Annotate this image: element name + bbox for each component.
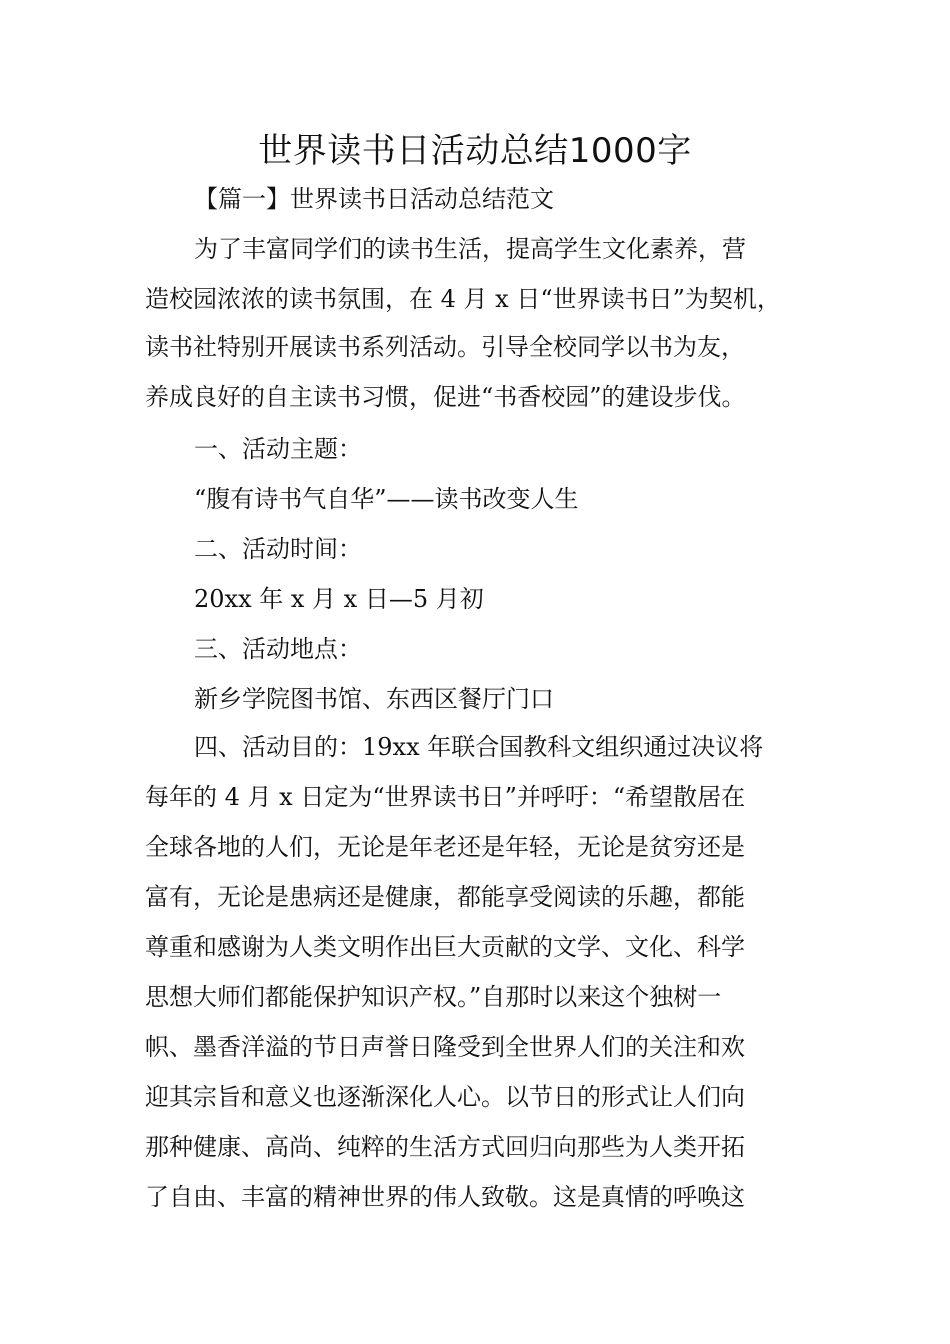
paragraph-line: 20xx 年 x 月 x 日—5 月初 — [194, 585, 484, 613]
paragraph-line: 富有，无论是患病还是健康，都能享受阅读的乐趣，都能 — [145, 883, 745, 911]
paragraph-line: 思想大师们都能保护知识产权。”自那时以来这个独树一 — [145, 983, 722, 1011]
paragraph-line: 造校园浓浓的读书氛围，在 4 月 x 日“世界读书日”为契机， — [145, 285, 781, 313]
paragraph-line: 为了丰富同学们的读书生活，提高学生文化素养，营 — [194, 235, 746, 263]
paragraph-line: 迎其宗旨和意义也逐渐深化人心。以节日的形式让人们向 — [145, 1083, 745, 1111]
paragraph-line: 全球各地的人们，无论是年老还是年轻，无论是贫穷还是 — [145, 833, 745, 861]
document-title: 世界读书日活动总结1000字 — [258, 131, 692, 171]
paragraph-line: 帜、墨香洋溢的节日声誉日隆受到全世界人们的关注和欢 — [145, 1033, 745, 1061]
paragraph-line: 读书社特别开展读书系列活动。引导全校同学以书为友， — [145, 333, 745, 361]
paragraph-line: 新乡学院图书馆、东西区餐厅门口 — [194, 685, 554, 713]
paragraph-line: 那种健康、高尚、纯粹的生活方式回归向那些为人类开拓 — [145, 1133, 745, 1161]
section-heading: 【篇一】世界读书日活动总结范文 — [194, 185, 554, 213]
paragraph-line: 了自由、丰富的精神世界的伟人致敬。这是真情的呼唤这 — [145, 1183, 745, 1211]
paragraph-line: 每年的 4 月 x 日定为“世界读书日”并呼吁：“希望散居在 — [145, 783, 746, 811]
item-heading: 三、活动地点： — [194, 635, 362, 663]
paragraph-line: 养成良好的自主读书习惯，促进“书香校园”的建设步伐。 — [145, 383, 746, 411]
item-heading: 一、活动主题： — [194, 435, 362, 463]
item-heading: 二、活动时间： — [194, 535, 362, 563]
paragraph-line: 尊重和感谢为人类文明作出巨大贡献的文学、文化、科学 — [145, 933, 745, 961]
paragraph-line: 四、活动目的：19xx 年联合国教科文组织通过决议将 — [194, 733, 764, 761]
paragraph-line: “腹有诗书气自华”——读书改变人生 — [194, 485, 579, 513]
